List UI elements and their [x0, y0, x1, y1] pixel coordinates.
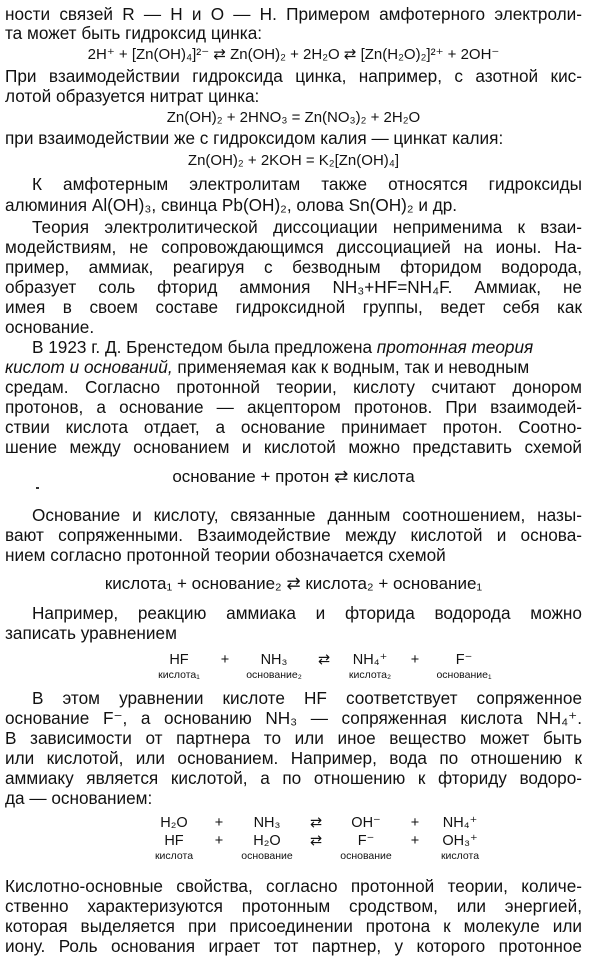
formula: + — [410, 833, 420, 849]
formula: + — [410, 815, 420, 831]
paragraph-line: записать уравнением — [5, 623, 177, 643]
paragraph-line: основание. — [5, 317, 95, 337]
paragraph-line: шение между основанием и кислотой можно представить схемой — [5, 437, 582, 457]
paragraph-line: которая выделяется при присоединении протона к молекуле или — [5, 916, 582, 936]
paragraph-line: К амфотерным электролитам также относятся гидроксиды — [32, 174, 582, 194]
paragraph-line: алюминия Al(OH)₃, свинца Pb(OH)₂, олова Sn(OH)₂ и др. — [5, 195, 458, 215]
formula: HF — [169, 652, 189, 668]
paragraph-line: имея в своем составе гидроксидной группы, ведет себя как — [5, 297, 582, 317]
print-speck — [36, 487, 39, 489]
formula-label: кислота — [440, 850, 480, 862]
formula: + — [214, 833, 224, 849]
reaction-hf-ammonia — [150, 651, 496, 681]
equation-zinc-hydroxide-equilibrium: 2H⁺ + [Zn(OH)₄]²⁻ ⇄ Zn(OH)₂ + 2H₂O ⇄ [Zn(H₂O)₂]²⁺ + 2OH⁻ — [87, 46, 500, 63]
paragraph-text: применяемая как к водным, так и неводным — [172, 357, 530, 377]
italic-term: кислот и оснований, — [5, 357, 173, 377]
formula: HF — [164, 833, 184, 849]
formula: H₂O — [160, 815, 188, 831]
formula: + — [220, 652, 230, 668]
paragraph-line: ствии кислота отдает, а основание принимает протон. Соотно- — [5, 417, 582, 437]
reaction-water-amphoteric — [146, 814, 488, 862]
equation-zinc-nitrate: Zn(OH)₂ + 2HNO₃ = Zn(NO₃)₂ + 2H₂O — [166, 109, 421, 126]
paragraph-line: Теория электролитической диссоциации неприменима к взаи- — [32, 217, 582, 237]
formula: + — [214, 815, 224, 831]
formula: F⁻ — [455, 652, 473, 668]
formula: + — [410, 652, 420, 668]
formula-label: кислота₂ — [348, 669, 392, 681]
paragraph-line — [5, 357, 582, 377]
paragraph-line: Основание и кислоту, связанные данным соотношением, назы- — [32, 505, 582, 525]
paragraph-line: основание F⁻, а основанию NH₃ — сопряженная кислота NH₄⁺. — [5, 708, 582, 728]
formula-label: основание₁ — [436, 669, 492, 681]
formula-label: основание — [241, 850, 293, 862]
paragraph-line: ности связей R — H и O — H. Примером амфотерного электроли- — [5, 4, 582, 24]
paragraph-line: При взаимодействии гидроксида цинка, например, с азотной кис- — [5, 66, 582, 86]
paragraph-line: аммиаку является кислотой, а по отношению к фториду водоро- — [5, 768, 582, 788]
paragraph-line: вают сопряженными. Взаимодействие между кислотой и основа- — [5, 525, 582, 545]
formula: H₂O — [253, 833, 281, 849]
formula: NH₃ — [260, 652, 288, 668]
paragraph-line: ственно характеризуются протонным сродством, или энергией, — [5, 896, 582, 916]
formula: ⇄ — [317, 652, 331, 668]
scheme-conjugate-pairs: кислота₁ + основание₂ ⇄ кислота₂ + основание₁ — [104, 574, 483, 593]
paragraph-line: образует соль фторид аммония NH₃+HF=NH₄F. Аммиак, не — [5, 277, 582, 297]
formula: NH₄⁺ — [352, 652, 388, 668]
paragraph-line: иону. Роль основания играет тот партнер, у которого протонное — [5, 936, 582, 956]
paragraph-line: при взаимодействии же с гидроксидом калия — цинкат калия: — [5, 128, 504, 148]
paragraph-line: да — основанием: — [5, 788, 153, 808]
formula: F⁻ — [357, 833, 375, 849]
formula-label: основание — [340, 850, 392, 862]
paragraph-text: В 1923 г. Д. Бренстедом была предложена — [32, 337, 377, 357]
paragraph-line: В этом уравнении кислоте HF соответствует сопряженное — [32, 688, 582, 708]
paragraph-line: протонов, а основание — акцептором протонов. При взаимодей- — [5, 397, 582, 417]
paragraph-line: средам. Согласно протонной теории, кислоту считают донором — [5, 377, 582, 397]
paragraph-line: нием согласно протонной теории обозначается схемой — [5, 545, 446, 565]
formula: NH₃ — [253, 815, 281, 831]
paragraph-line: лотой образуется нитрат цинка: — [5, 86, 260, 106]
formula: ⇄ — [309, 833, 323, 849]
paragraph-line: пример, аммиак, реагируя с безводным фторидом водорода, — [5, 257, 582, 277]
formula: NH₄⁺ — [442, 815, 478, 831]
formula-label: основание₂ — [246, 669, 302, 681]
paragraph-line: или кислотой, или основанием. Например, вода по отношению к — [5, 748, 582, 768]
scheme-base-proton-acid: основание + протон ⇄ кислота — [172, 467, 415, 486]
paragraph-line: В зависимости от партнера то или иное вещество может быть — [5, 728, 582, 748]
formula: OH₃⁺ — [442, 833, 478, 849]
formula-label: кислота₁ — [158, 669, 200, 681]
formula: ⇄ — [309, 815, 323, 831]
equation-potassium-zincate: Zn(OH)₂ + 2KOH = K₂[Zn(OH)₄] — [187, 152, 400, 169]
paragraph-line: модействиям, не сопровождающимся диссоциацией на ионы. На- — [5, 237, 582, 257]
paragraph-line: та может быть гидроксид цинка: — [5, 23, 263, 43]
italic-term: протонная теория — [376, 337, 534, 357]
paragraph-line — [32, 337, 582, 357]
formula-label: кислота — [154, 850, 194, 862]
paragraph-line: Например, реакцию аммиака и фторида водорода можно — [32, 603, 582, 623]
formula: OH⁻ — [351, 815, 381, 831]
paragraph-line: Кислотно-основные свойства, согласно протонной теории, количе- — [5, 876, 582, 896]
